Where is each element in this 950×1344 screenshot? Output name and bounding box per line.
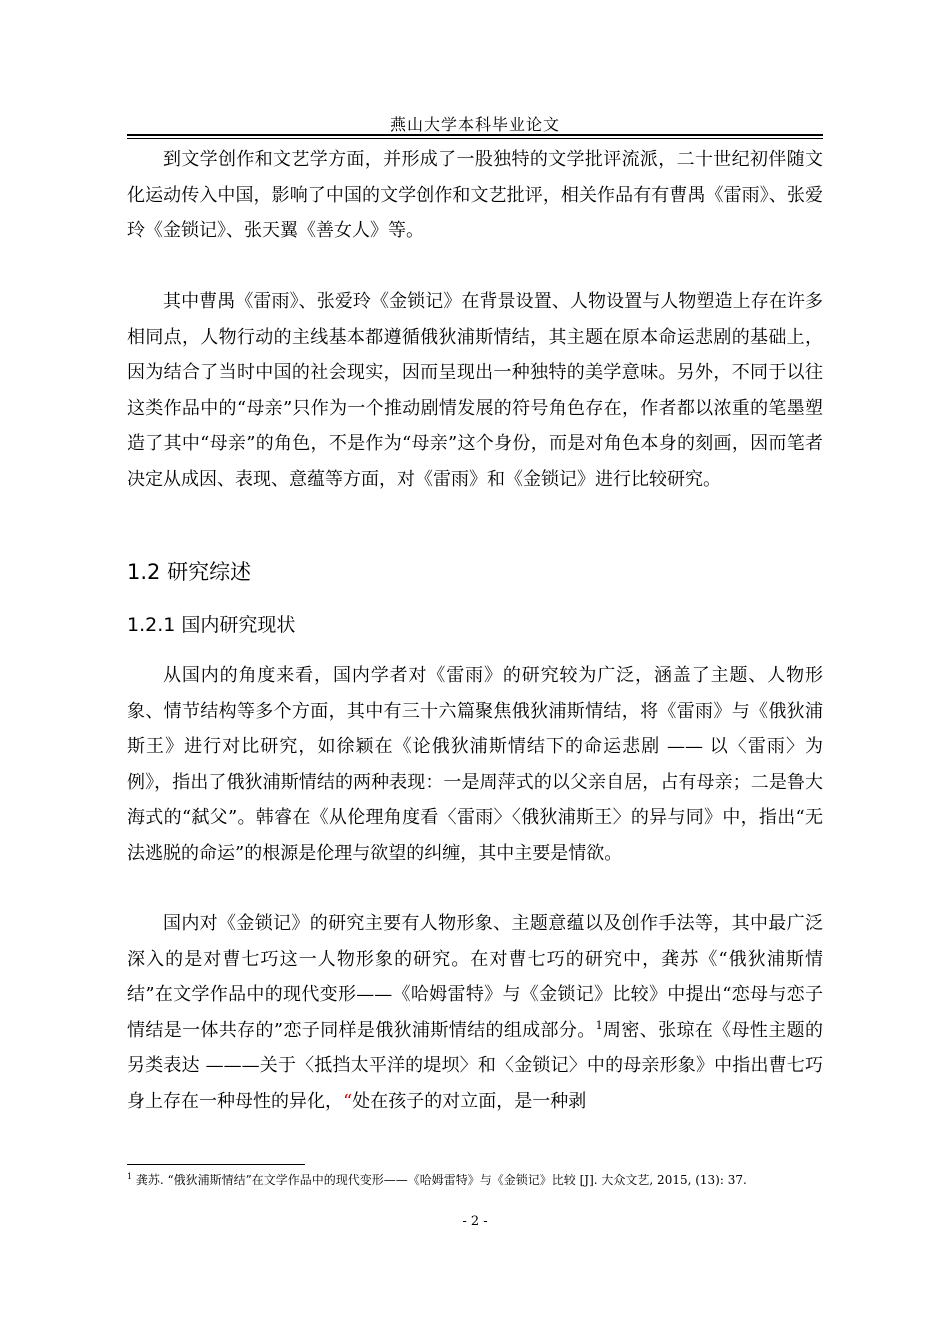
footnote-text: 龚苏. “俄狄浦斯情结”在文学作品中的现代变形——《哈姆雷特》与《金锁记》比较 [J]. 大众文艺, 2015, (13): 37. [132, 1173, 747, 1187]
section-heading: 1.2 研究综述 [127, 560, 252, 584]
footnote-mark: 1 [127, 1172, 133, 1181]
paragraph-2: 其中曹禺《雷雨》、张爱玲《金锁记》在背景设置、人物设置与人物塑造上存在许多相同点，人物行动的主线基本都遵循俄狄浦斯情结，其主题在原本命运悲剧的基础上，因为结合了当时中国的社会现实，因而呈现出一种独特的美学意味。另外，不同于以往这类作品中的“母亲”只作为一个推动剧情发展的符号角色存在，作者都以浓重的笔墨塑造了其中“母亲”的角色，不是作为“母亲”这个身份，而是对角色本身的刻画，因而笔者决定从成因、表现、意蕴等方面，对《雷雨》和《金锁记》进行比较研究。 [127, 291, 823, 490]
header-rule-thin [127, 138, 823, 139]
paragraph-4 [127, 906, 823, 1119]
footnote [127, 1172, 827, 1189]
paragraph-4-part-a: 国内对《金锁记》的研究主要有人物形象、主题意蕴以及创作手法等，其中最广泛深入的是对曹七巧这一人物形象的研究。在对曹七巧的研究中，龚苏《“俄狄浦斯情结”在文学作品中的现代变形——《哈姆雷特》与《金锁记》比较》中提出“恋母与恋子情结是一体共存的”恋子同样是俄狄浦斯情结的组成部分。 [127, 913, 823, 1041]
paragraph-4-part-b: 周密、张琼在《母性主题的另类表达 ———关于〈抵挡太平洋的堤坝〉和〈金锁记〉中的母亲形象》中指出曹七巧身上存在一种母性的异化， [127, 1019, 823, 1112]
paragraph-3: 从国内的角度来看，国内学者对《雷雨》的研究较为广泛，涵盖了主题、人物形象、情节结构等多个方面，其中有三十六篇聚焦俄狄浦斯情结，将《雷雨》与《俄狄浦斯王》进行对比研究，如徐颖在《论俄狄浦斯情结下的命运悲剧 —— 以〈雷雨〉为例》，指出了俄狄浦斯情结的两种表现：一是周萍式的以父亲自居，占有母亲；二是鲁大海式的“弑父”。韩睿在《从伦理角度看〈雷雨〉〈俄狄浦斯王〉的异与同》中，指出“无法逃脱的命运”的根源是伦理与欲望的纠缠，其中主要是情欲。 [127, 665, 823, 864]
header-rule-thick [127, 134, 823, 136]
page-number: - 2 - [462, 1214, 488, 1229]
highlighted-quote-mark: “ [343, 1090, 353, 1112]
paragraph-4-part-c: 处在孩子的对立面，是一种剥 [352, 1090, 587, 1112]
paragraph-1: 到文学创作和文艺学方面，并形成了一股独特的文学批评流派，二十世纪初伴随文化运动传入中国，影响了中国的文学创作和文艺批评，相关作品有有曹禺《雷雨》、张爱玲《金锁记》、张天翼《善女人》等。 [127, 149, 823, 241]
footnote-reference: 1 [595, 1018, 603, 1032]
header-title: 燕山大学本科毕业论文 [389, 115, 560, 134]
footnote-separator [127, 1164, 305, 1165]
subsection-heading: 1.2.1 国内研究现状 [127, 614, 296, 636]
